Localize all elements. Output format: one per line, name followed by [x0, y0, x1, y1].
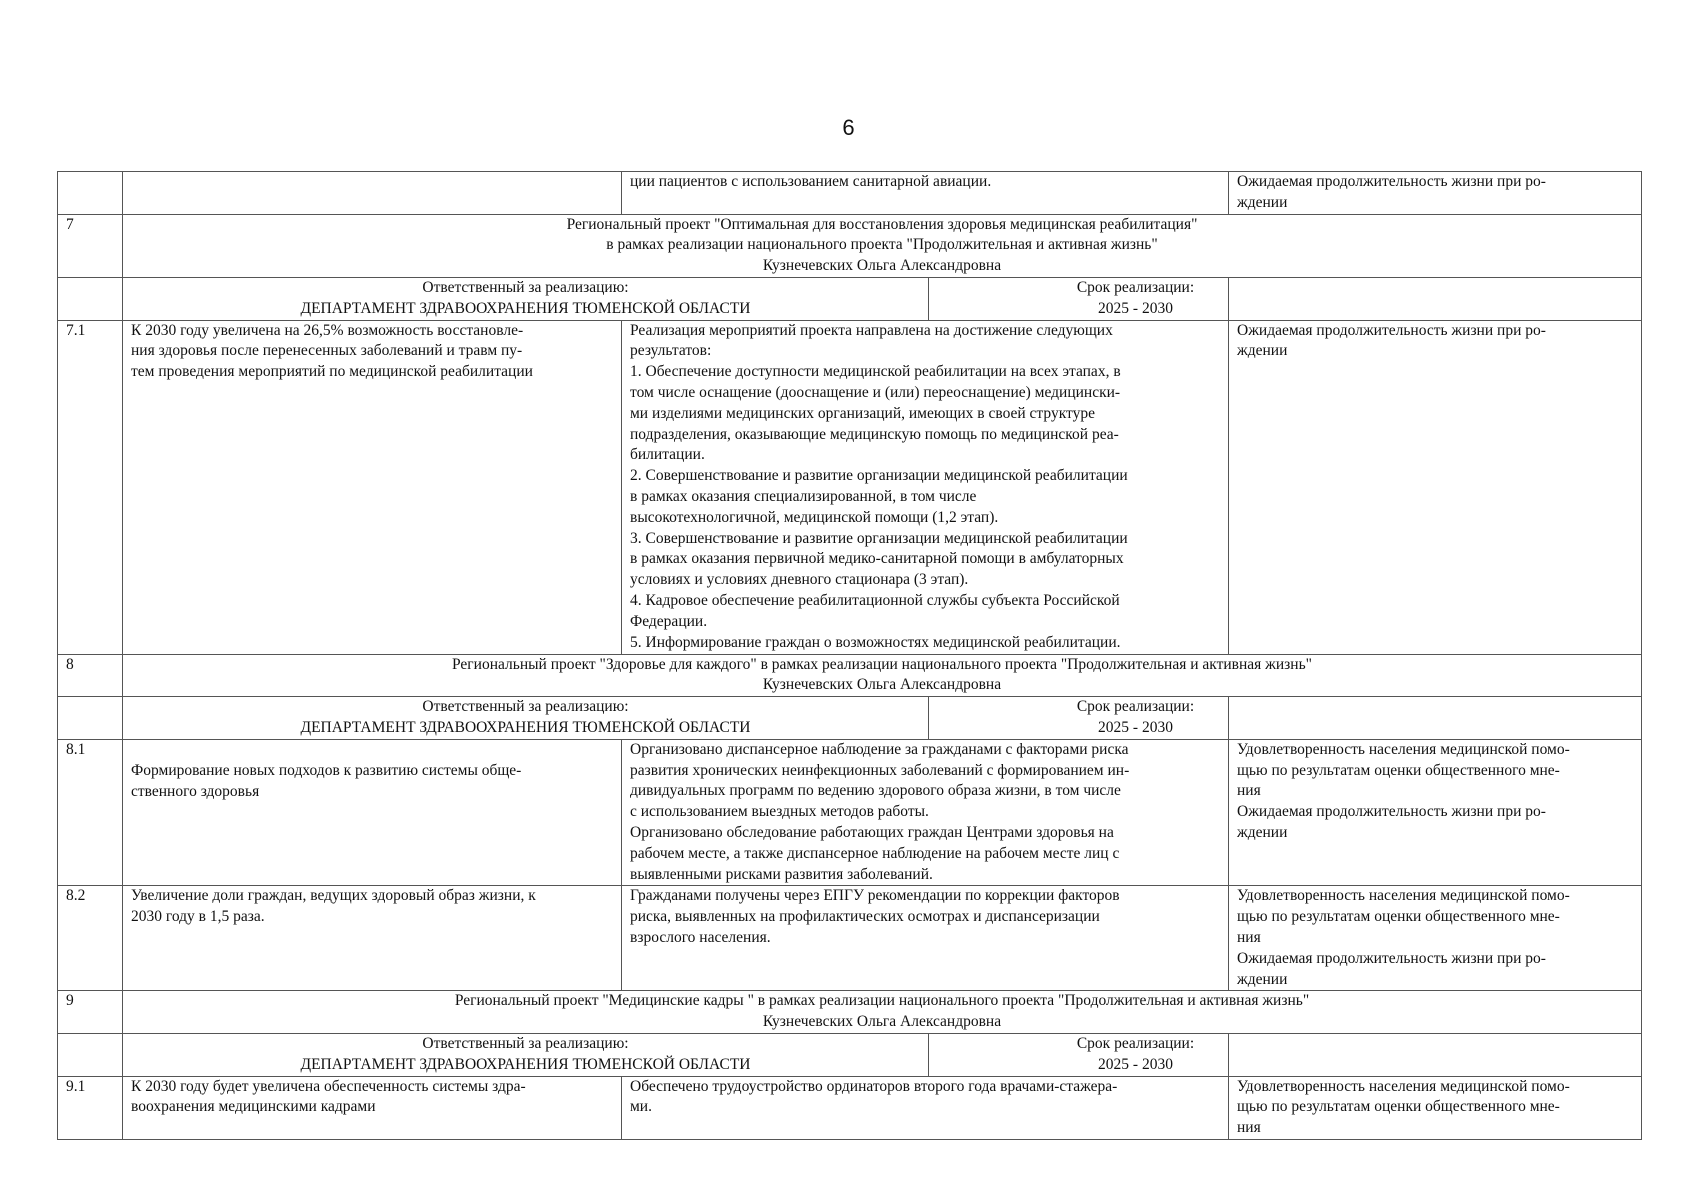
text-line: риска, выявленных на профилактических осмотрах и диспансеризации [630, 908, 1100, 926]
cell-empty [58, 697, 123, 740]
text-line: Удовлетворенность населения медицинской помо- [1237, 887, 1570, 905]
text-line: Ожидаемая продолжительность жизни при ро- [1237, 949, 1546, 967]
text-line: 5. Информирование граждан о возможностях медицинской реабилитации. [630, 633, 1121, 651]
responsible-block [123, 278, 929, 320]
text-line: Удовлетворенность населения медицинской помо- [1237, 1077, 1570, 1095]
cell-indicator [1229, 320, 1642, 654]
responsible-cell [123, 277, 1229, 320]
text-line: 2030 году в 1,5 раза. [131, 908, 265, 926]
text-line: 2. Совершенствование и развитие организации медицинской реабилитации [630, 467, 1128, 485]
text-line: щью по результатам оценки общественного мне- [1237, 1098, 1560, 1116]
text-line: ми изделиями медицинских организаций, имеющих в своей структуре [630, 404, 1095, 422]
cell-indicator [1229, 172, 1642, 215]
responsible-label: Ответственный за реализацию: [422, 1034, 629, 1052]
responsible-block [123, 1034, 929, 1076]
text-line: ждении [1237, 342, 1288, 360]
text-line: взрослого населения. [630, 928, 771, 946]
responsible-cell [123, 1033, 1229, 1076]
responsible-label: Ответственный за реализацию: [422, 698, 629, 716]
term-value: 2025 - 2030 [1098, 1055, 1173, 1073]
text-line: ния [1237, 1119, 1261, 1137]
cell-tasks [622, 1076, 1229, 1139]
text-line: Ожидаемая продолжительность жизни при ро- [1237, 321, 1546, 339]
text-line: Ожидаемая продолжительность жизни при ро- [1237, 803, 1546, 821]
text-line: ния [1237, 782, 1261, 800]
text-line: Реализация мероприятий проекта направлена на достижение следующих [630, 321, 1113, 339]
table-row [58, 739, 1642, 886]
project-number: 7 [58, 214, 123, 277]
cell-number: 9.1 [58, 1076, 123, 1139]
cell-indicator [1229, 1076, 1642, 1139]
text-line: воохранения медицинскими кадрами [131, 1098, 376, 1116]
text-line: Региональный проект "Оптимальная для восстановления здоровья медицинская реабилитация" [566, 215, 1198, 233]
cell-empty [58, 1033, 123, 1076]
text-line: условиях и условиях дневного стационара (3 этап). [630, 571, 969, 589]
text-line: ждении [1237, 823, 1288, 841]
project-title [123, 654, 1642, 697]
responsible-row [58, 277, 1642, 320]
text-line: дивидуальных программ по ведению здорового образа жизни, в том числе [630, 782, 1121, 800]
text-line: К 2030 году будет увеличена обеспеченность системы здра- [131, 1077, 526, 1095]
text-line: с использованием выездных методов работы. [630, 803, 929, 821]
text-line: высокотехнологичной, медицинской помощи (1,2 этап). [630, 508, 999, 526]
cell-goal [123, 172, 622, 215]
text-line: Формирование новых подходов к развитию системы обще- [131, 761, 522, 779]
table-row [58, 320, 1642, 654]
project-header-row [58, 214, 1642, 277]
text-line: Федерации. [630, 612, 708, 630]
term-block [1076, 1033, 1642, 1076]
text-line: 1. Обеспечение доступности медицинской реабилитации на всех этапах, в [630, 363, 1121, 381]
term-block [1076, 697, 1642, 740]
text-line: Организовано диспансерное наблюдение за гражданами с факторами риска [630, 740, 1129, 758]
cell-number [58, 172, 123, 215]
cell-goal [123, 739, 622, 886]
text-line: щью по результатам оценки общественного мне- [1237, 761, 1560, 779]
text-line: Кузнечевских Ольга Александровна [762, 257, 1002, 275]
responsible-org: ДЕПАРТАМЕНТ ЗДРАВООХРАНЕНИЯ ТЮМЕНСКОЙ ОБЛАСТИ [300, 718, 751, 736]
table-row [58, 1076, 1642, 1139]
term-label: Срок реализации: [1076, 1034, 1195, 1052]
text-line: ния здоровья после перенесенных заболеваний и травм пу- [131, 342, 523, 360]
text-line: подразделения, оказывающие медицинскую помощь по медицинской реа- [630, 425, 1119, 443]
text-line: в рамках оказания специализированной, в том числе [630, 487, 977, 505]
text-line: том числе оснащение (дооснащение и (или) переоснащение) медицински- [630, 383, 1121, 401]
project-header-row [58, 991, 1642, 1034]
text-line: 3. Совершенствование и развитие организации медицинской реабилитации [630, 529, 1128, 547]
text-line: Региональный проект "Здоровье для каждого" в рамках реализации национального проекта "Продолжительная и активная жизнь" [452, 655, 1312, 673]
text-line: ждении [1237, 970, 1288, 988]
text-line: ственного здоровья [131, 782, 260, 800]
text-line: Региональный проект "Медицинские кадры " в рамках реализации национального проекта "Продолжительная и активная жизнь" [454, 992, 1310, 1010]
project-title [123, 214, 1642, 277]
text-line: К 2030 году увеличена на 26,5% возможность восстановле- [131, 321, 524, 339]
term-block [1076, 277, 1642, 320]
program-table [57, 171, 1642, 1140]
responsible-row [58, 697, 1642, 740]
text-line: развития хронических неинфекционных заболеваний с формированием ин- [630, 761, 1130, 779]
term-label: Срок реализации: [1076, 698, 1195, 716]
cell-tasks [622, 320, 1229, 654]
responsible-block [123, 697, 929, 739]
text-line: Кузнечевских Ольга Александровна [762, 676, 1002, 694]
project-title [123, 991, 1642, 1034]
responsible-row [58, 1033, 1642, 1076]
cell-indicator [1229, 886, 1642, 991]
page-number: 6 [842, 115, 855, 140]
cell-goal [123, 886, 622, 991]
project-number: 8 [58, 654, 123, 697]
cell-goal [123, 320, 622, 654]
text-line: Увеличение доли граждан, ведущих здоровый образ жизни, к [131, 887, 536, 905]
responsible-org: ДЕПАРТАМЕНТ ЗДРАВООХРАНЕНИЯ ТЮМЕНСКОЙ ОБЛАСТИ [300, 1055, 751, 1073]
text-line: билитации. [630, 446, 705, 464]
cell-tasks [622, 739, 1229, 886]
project-header-row [58, 654, 1642, 697]
term-label: Срок реализации: [1076, 278, 1195, 296]
cell-tasks [622, 172, 1229, 215]
cell-number: 8.1 [58, 739, 123, 886]
text-line: Гражданами получены через ЕПГУ рекомендации по коррекции факторов [630, 887, 1120, 905]
cell-number: 8.2 [58, 886, 123, 991]
text-line: ми. [630, 1098, 652, 1116]
responsible-cell [123, 697, 1229, 740]
text-line: щью по результатам оценки общественного мне- [1237, 908, 1560, 926]
text-line: в рамках оказания первичной медико-санитарной помощи в амбулаторных [630, 550, 1124, 568]
cell-tasks [622, 886, 1229, 991]
term-value: 2025 - 2030 [1098, 299, 1173, 317]
text-line: Ожидаемая продолжительность жизни при ро- [1237, 173, 1546, 190]
text-line: ждении [1237, 193, 1288, 211]
text-line: выявленными рисками развития заболеваний. [630, 865, 933, 883]
text-line: тем проведения мероприятий по медицинской реабилитации [131, 363, 533, 381]
text-line: 4. Кадровое обеспечение реабилитационной службы субъекта Российской [630, 591, 1120, 609]
cell-number: 7.1 [58, 320, 123, 654]
text-line: Удовлетворенность населения медицинской помо- [1237, 740, 1570, 758]
text-line: ния [1237, 928, 1261, 946]
cell-indicator [1229, 739, 1642, 886]
cell-goal [123, 1076, 622, 1139]
text-line: ции пациентов с использованием санитарной авиации. [630, 173, 992, 190]
cell-empty [58, 277, 123, 320]
text-line: Обеспечено трудоустройство ординаторов второго года врачами-стажера- [630, 1077, 1118, 1095]
table-row [58, 172, 1642, 215]
text-line: Кузнечевских Ольга Александровна [762, 1013, 1002, 1031]
text-line: рабочем месте, а также диспансерное наблюдение на рабочем месте лиц с [630, 844, 1120, 862]
responsible-org: ДЕПАРТАМЕНТ ЗДРАВООХРАНЕНИЯ ТЮМЕНСКОЙ ОБЛАСТИ [300, 299, 751, 317]
text-line: в рамках реализации национального проекта "Продолжительная и активная жизнь" [606, 236, 1158, 254]
responsible-label: Ответственный за реализацию: [422, 278, 629, 296]
table-row [58, 886, 1642, 991]
text-line: результатов: [630, 342, 712, 360]
term-value: 2025 - 2030 [1098, 718, 1173, 736]
project-number: 9 [58, 991, 123, 1034]
text-line: Организовано обследование работающих граждан Центрами здоровья на [630, 823, 1114, 841]
